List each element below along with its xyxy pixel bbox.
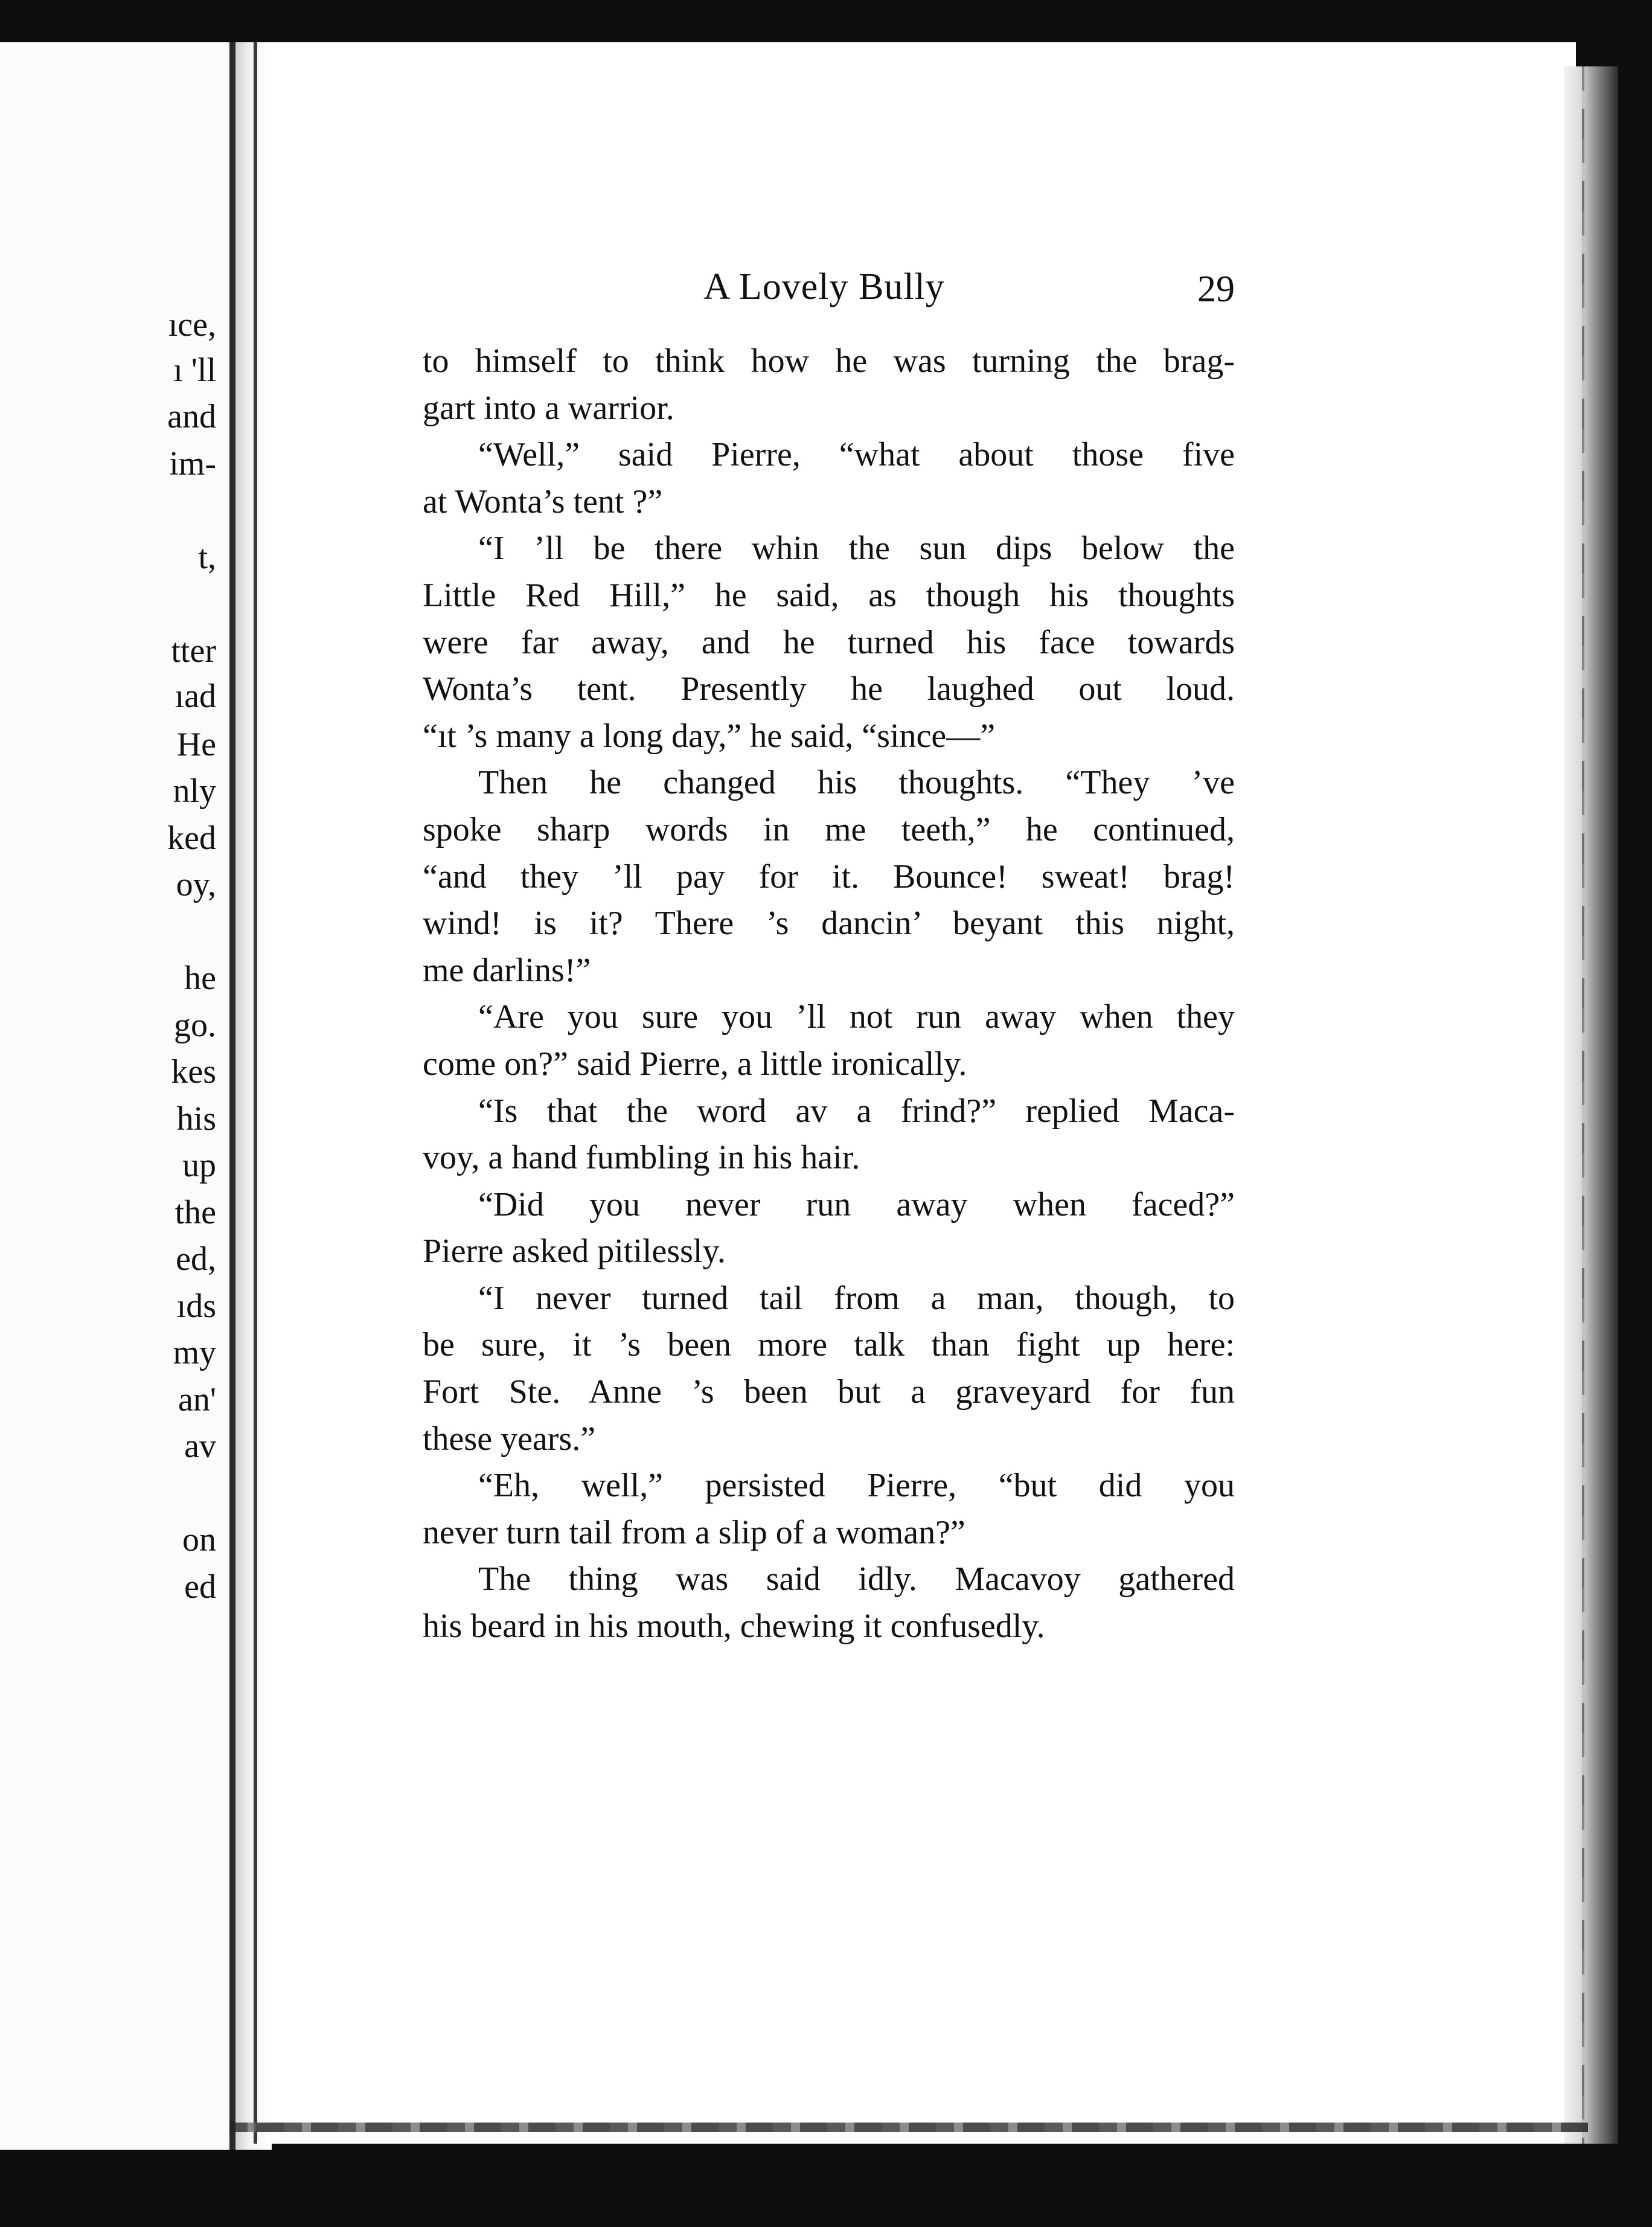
text-line: wind! is it? There ’s dancin’ beyant this night,: [423, 905, 1235, 943]
text-line: “Is that the word av a frind?” replied Maca-: [478, 1092, 1235, 1130]
left-page-text-fragment: on: [182, 1521, 216, 1559]
text-line: voy, a hand fumbling in his hair.: [423, 1139, 860, 1177]
text-line: “and they ’ll pay for it. Bounce! sweat! brag!: [423, 857, 1235, 896]
left-page-text-fragment: kes: [171, 1053, 216, 1091]
text-line: me darlins!”: [423, 951, 591, 989]
text-line: “Did you never run away when faced?”: [478, 1185, 1235, 1223]
text-line: “I ’ll be there whin the sun dips below the: [478, 530, 1235, 568]
text-line: “Are you sure you ’ll not run away when they: [478, 998, 1235, 1036]
left-page-text-fragment: nly: [173, 772, 216, 810]
left-page-text-fragment: t,: [198, 539, 216, 576]
left-page-text-fragment: an': [178, 1381, 216, 1418]
text-line: Little Red Hill,” he said, as though his thoughts: [423, 576, 1235, 614]
left-page-text-fragment: ıad: [174, 678, 216, 715]
page-number: 29: [1197, 269, 1235, 310]
left-page-text-fragment: ed,: [176, 1240, 216, 1278]
running-title: A Lovely Bully: [703, 266, 945, 307]
text-line: his beard in his mouth, chewing it confusedly.: [423, 1607, 1045, 1645]
left-page-text-fragment: and: [167, 398, 216, 435]
left-page-text-fragment: go.: [174, 1007, 216, 1044]
left-page-text-fragment: ıds: [176, 1287, 216, 1325]
text-line: Fort Ste. Anne ’s been but a graveyard for fun: [423, 1373, 1235, 1411]
page-bottom-edge: [229, 2123, 1588, 2132]
text-line: Wonta’s tent. Presently he laughed out loud.: [423, 670, 1235, 708]
text-line: were far away, and he turned his face towards: [423, 623, 1235, 661]
left-facing-page: [0, 42, 235, 2150]
text-line: “Eh, well,” persisted Pierre, “but did you: [478, 1467, 1235, 1505]
left-page-text-fragment: his: [176, 1100, 216, 1138]
page-fore-edge: [1564, 66, 1618, 2144]
left-page-text-fragment: my: [173, 1334, 216, 1371]
text-line: Then he changed his thoughts. “They ’ve: [478, 764, 1235, 802]
body-text: [423, 338, 1235, 1650]
text-line: to himself to think how he was turning the brag-: [423, 342, 1235, 380]
text-line: Pierre asked pitilessly.: [423, 1232, 726, 1271]
left-page-text-fragment: ı 'll: [173, 351, 216, 389]
left-page-text-fragment: av: [184, 1428, 216, 1465]
left-page-text-fragment: ed: [184, 1568, 216, 1606]
left-page-text-fragment: ıce,: [168, 306, 216, 344]
left-page-text-fragment: up: [182, 1147, 216, 1184]
text-line: “I never turned tail from a man, though, to: [478, 1279, 1235, 1317]
text-line: these years.”: [423, 1420, 596, 1458]
binding-edge: [254, 42, 257, 2144]
text-line: “Well,” said Pierre, “what about those five: [478, 436, 1235, 474]
text-line: be sure, it ’s been more talk than fight up here:: [423, 1326, 1235, 1364]
text-line: gart into a warrior.: [423, 389, 674, 427]
text-line: spoke sharp words in me teeth,” he continued,: [423, 810, 1235, 848]
text-line: at Wonta’s tent ?”: [423, 482, 663, 521]
text-line: never turn tail from a slip of a woman?”: [423, 1513, 965, 1551]
left-page-text-fragment: im-: [169, 445, 216, 482]
text-line: come on?” said Pierre, a little ironically.: [423, 1045, 967, 1083]
left-page-text-fragment: tter: [171, 632, 216, 670]
left-page-text-fragment: ked: [167, 819, 216, 857]
left-page-text-fragment: he: [184, 960, 216, 997]
left-page-text-fragment: He: [176, 726, 216, 763]
text-line: The thing was said idly. Macavoy gathered: [478, 1560, 1235, 1598]
left-page-text-fragment: oy,: [176, 866, 216, 903]
running-header: [423, 266, 1235, 314]
left-page-text-fragment: the: [174, 1194, 216, 1231]
text-line: “ıt ’s many a long day,” he said, “since—”: [423, 717, 996, 755]
